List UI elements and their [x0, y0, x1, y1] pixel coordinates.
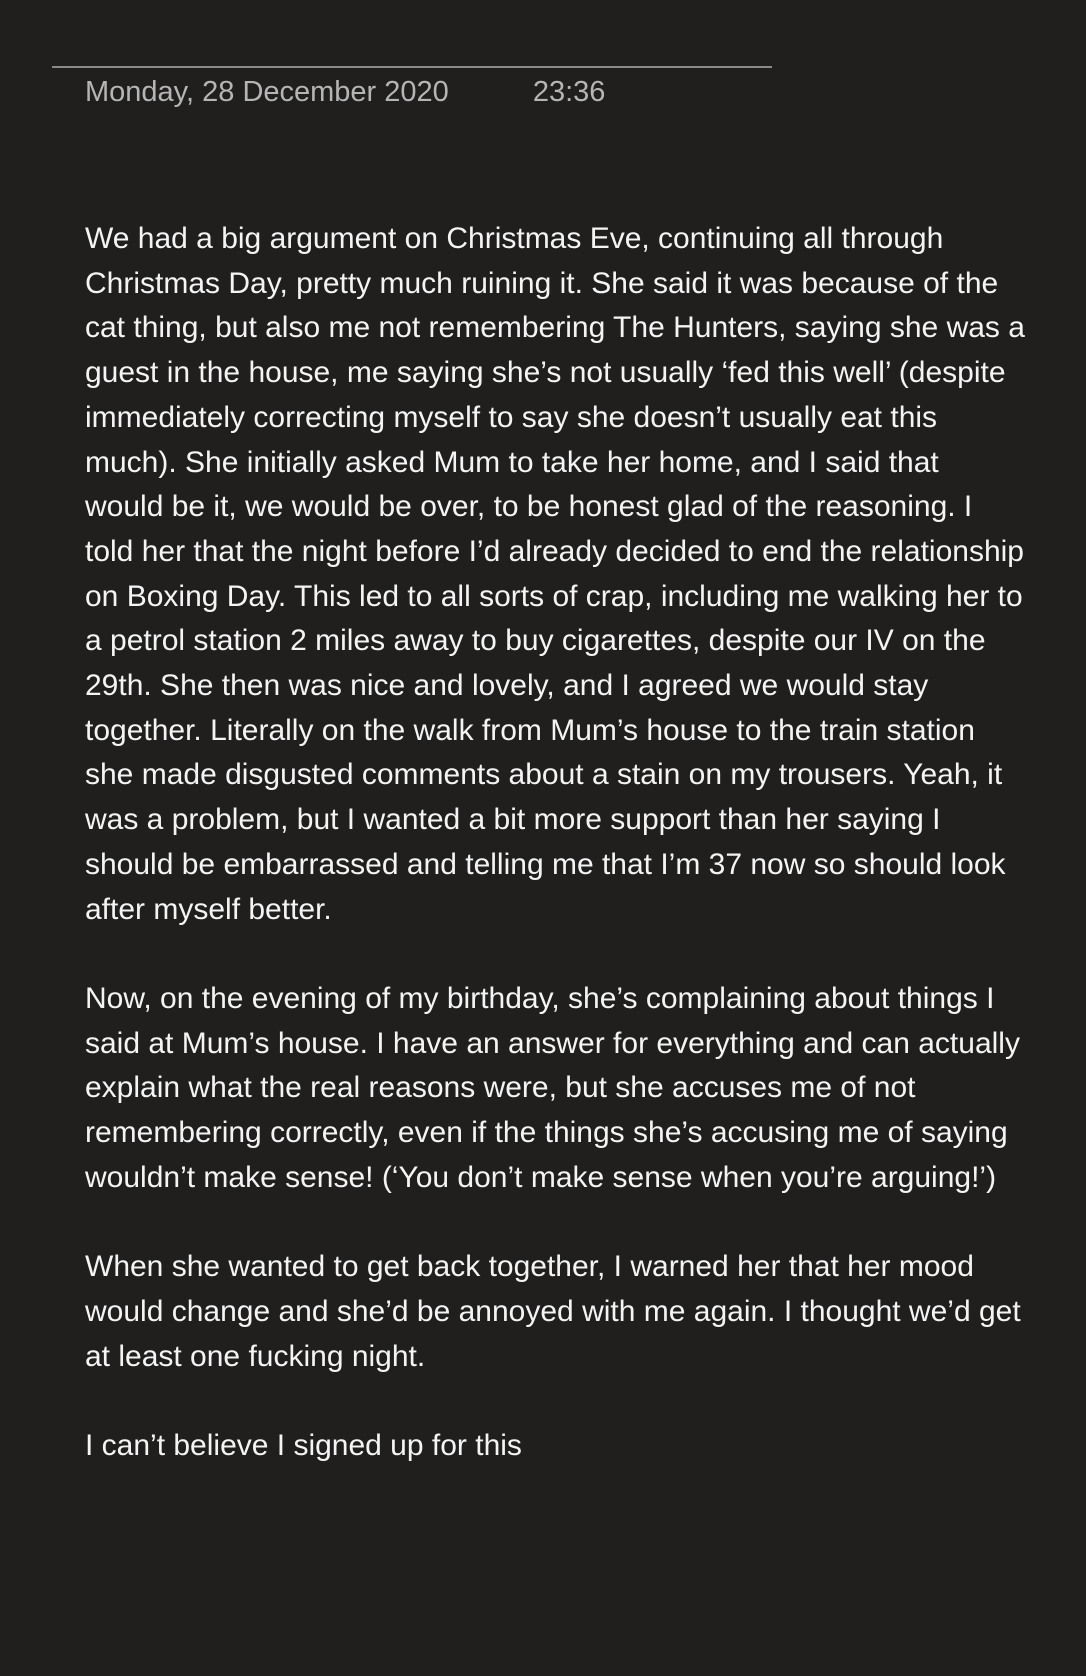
note-paragraph-3: When she wanted to get back together, I warned her that her mood would change and she’d be annoyed with me again. I thought we’d get at least one fucking night. [85, 1250, 1021, 1373]
note-paragraph-4: I can’t believe I signed up for this [85, 1428, 522, 1462]
note-timestamp [85, 72, 605, 112]
note-date: Monday, 28 December 2020 [85, 76, 449, 108]
note-paragraph-2: Now, on the evening of my birthday, she’s complaining about things I said at Mum’s house. I have an answer for everything and can actually explain what the real reasons were, but she accuses me of not remembering correctly, even if the things she’s accusing me of saying wouldn’t make sense! (‘You don’t make sense when you’re arguing!’) [85, 981, 1020, 1194]
note-paragraph-1: We had a big argument on Christmas Eve, continuing all through Christmas Day, pretty much ruining it. She said it was because of the cat thing, but also me not remembering The Hunters, saying she was a guest in the house, me saying she’s not usually ‘fed this well’ (despite immediately correcting myself to say she doesn’t usually eat this much). She initially asked Mum to take her home, and I said that would be it, we would be over, to be honest glad of the reasoning. I told her that the night before I’d already decided to end the relationship on Boxing Day. This led to all sorts of crap, including me walking her to a petrol station 2 miles away to buy cigarettes, despite our IV on the 29th. She then was nice and lovely, and I agreed we would stay together. Literally on the walk from Mum’s house to the train station she made disgusted comments about a stain on my trousers. Yeah, it was a problem, but I wanted a bit more support than her saying I should be embarrassed and telling me that I’m 37 now so should look after myself better. [85, 222, 1025, 926]
note-body[interactable] [85, 217, 1025, 1513]
title-divider [52, 66, 772, 68]
note-time: 23:36 [532, 76, 606, 108]
